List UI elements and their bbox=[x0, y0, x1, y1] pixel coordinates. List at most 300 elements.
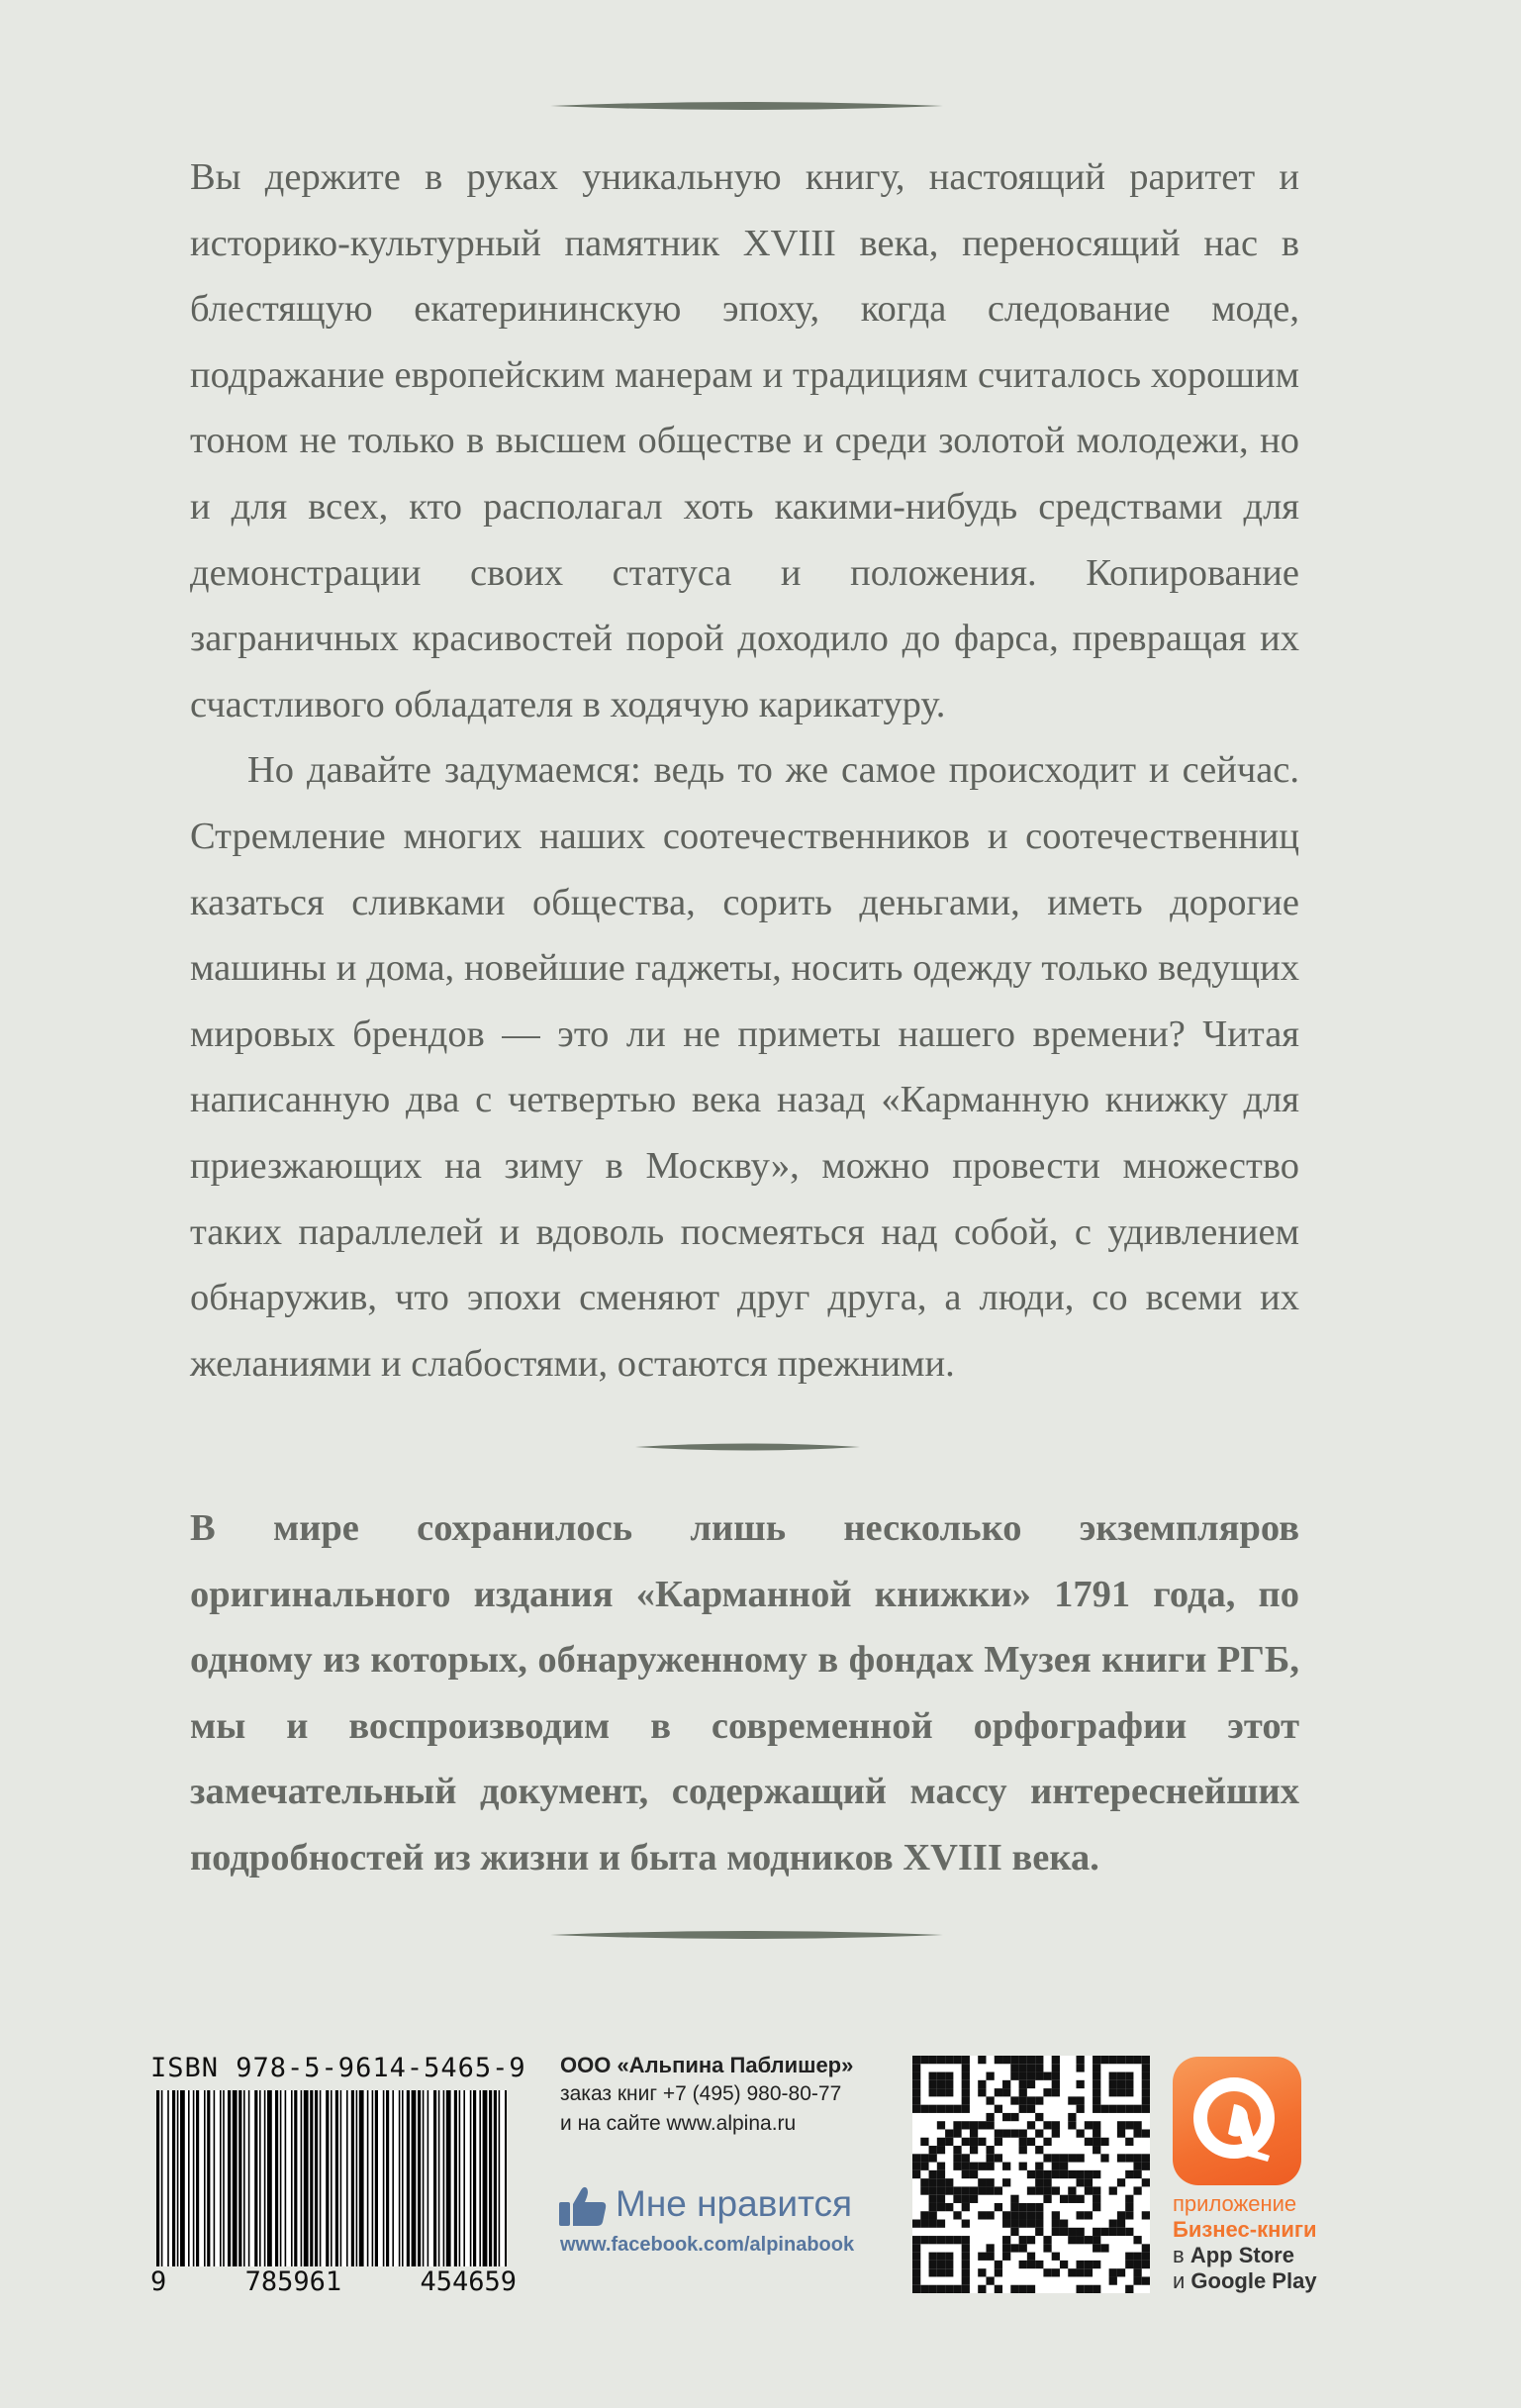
qr-module bbox=[1100, 2105, 1108, 2113]
qr-module bbox=[1027, 2285, 1035, 2293]
qr-module bbox=[1019, 2146, 1027, 2154]
qr-module bbox=[937, 2121, 945, 2129]
qr-module bbox=[1027, 2080, 1035, 2088]
qr-module bbox=[1002, 2178, 1010, 2186]
qr-module bbox=[1142, 2129, 1150, 2137]
barcode-bar bbox=[473, 2090, 476, 2266]
qr-module bbox=[1093, 2064, 1100, 2071]
app-caption-line1: приложение bbox=[1173, 2191, 1297, 2216]
qr-module bbox=[1010, 2129, 1018, 2137]
qr-module bbox=[1027, 2170, 1035, 2178]
description-text bbox=[190, 144, 1299, 1397]
qr-module bbox=[1093, 2186, 1100, 2194]
qr-module bbox=[1085, 2178, 1093, 2186]
qr-module bbox=[1093, 2072, 1100, 2080]
barcode-bar bbox=[264, 2090, 266, 2266]
qr-module bbox=[1043, 2268, 1051, 2276]
qr-module bbox=[1085, 2138, 1093, 2146]
qr-module bbox=[962, 2064, 970, 2071]
barcode-bar bbox=[188, 2090, 190, 2266]
qr-module bbox=[1077, 2236, 1085, 2244]
app-caption-name: Бизнес-книги bbox=[1173, 2217, 1317, 2242]
qr-module bbox=[920, 2220, 928, 2228]
qr-module bbox=[962, 2195, 970, 2203]
qr-module bbox=[1117, 2056, 1125, 2064]
qr-module bbox=[929, 2056, 937, 2064]
barcode-bar bbox=[443, 2090, 445, 2266]
qr-module bbox=[945, 2080, 953, 2088]
qr-module bbox=[1043, 2121, 1051, 2129]
qr-module bbox=[1142, 2088, 1150, 2096]
qr-module bbox=[1043, 2088, 1051, 2096]
qr-module bbox=[912, 2088, 920, 2096]
qr-module bbox=[920, 2138, 928, 2146]
ornament-divider-top bbox=[550, 97, 943, 115]
qr-module bbox=[1117, 2268, 1125, 2276]
qr-module bbox=[953, 2121, 961, 2129]
qr-module bbox=[970, 2121, 978, 2129]
qr-module bbox=[1027, 2261, 1035, 2268]
qr-module bbox=[986, 2121, 994, 2129]
qr-module bbox=[937, 2220, 945, 2228]
google-play-line[interactable] bbox=[1173, 2268, 1317, 2294]
barcode-bar bbox=[423, 2090, 425, 2266]
qr-module bbox=[1027, 2253, 1035, 2261]
qr-module bbox=[1027, 2138, 1035, 2146]
qr-module bbox=[912, 2056, 920, 2064]
qr-module bbox=[1052, 2129, 1060, 2137]
qr-module bbox=[1093, 2146, 1100, 2154]
barcode-bar bbox=[454, 2090, 457, 2266]
barcode-bar bbox=[335, 2090, 338, 2266]
qr-module bbox=[1035, 2064, 1043, 2071]
qr-module bbox=[1077, 2211, 1085, 2219]
qr-module bbox=[1085, 2285, 1093, 2293]
barcode-bar bbox=[367, 2090, 369, 2266]
qr-module bbox=[945, 2236, 953, 2244]
qr-module bbox=[1052, 2088, 1060, 2096]
qr-module bbox=[1142, 2211, 1150, 2219]
qr-module bbox=[962, 2203, 970, 2211]
qr-module bbox=[929, 2105, 937, 2113]
qr-module bbox=[1093, 2056, 1100, 2064]
barcode-bar bbox=[320, 2090, 322, 2266]
qr-module bbox=[1142, 2056, 1150, 2064]
qr-module bbox=[1109, 2080, 1117, 2088]
qr-module bbox=[945, 2261, 953, 2268]
qr-module bbox=[912, 2253, 920, 2261]
barcode-bar bbox=[172, 2090, 175, 2266]
barcode-bar bbox=[238, 2090, 241, 2266]
barcode-bar bbox=[193, 2090, 195, 2266]
qr-module bbox=[1077, 2170, 1085, 2178]
qr-module bbox=[1010, 2203, 1018, 2211]
qr-module bbox=[937, 2105, 945, 2113]
qr-module bbox=[962, 2276, 970, 2284]
qr-module bbox=[1052, 2154, 1060, 2162]
qr-module bbox=[970, 2138, 978, 2146]
barcode-bar bbox=[351, 2090, 354, 2266]
barcode-bar bbox=[156, 2090, 159, 2266]
qr-module bbox=[1035, 2261, 1043, 2268]
barcode-bar bbox=[280, 2090, 282, 2266]
qr-module bbox=[1117, 2121, 1125, 2129]
qr-module bbox=[1125, 2080, 1133, 2088]
qr-module bbox=[995, 2129, 1002, 2137]
qr-module bbox=[937, 2268, 945, 2276]
qr-module bbox=[929, 2080, 937, 2088]
qr-module bbox=[1052, 2080, 1060, 2088]
qr-module bbox=[929, 2268, 937, 2276]
facebook-url[interactable]: www.facebook.com/alpinabook bbox=[560, 2234, 855, 2256]
qr-module bbox=[1142, 2276, 1150, 2284]
qr-module bbox=[1142, 2244, 1150, 2252]
qr-module bbox=[945, 2056, 953, 2064]
qr-module bbox=[937, 2178, 945, 2186]
qr-module bbox=[1077, 2195, 1085, 2203]
qr-module bbox=[1060, 2154, 1068, 2162]
qr-module bbox=[1077, 2154, 1085, 2162]
qr-module bbox=[1019, 2080, 1027, 2088]
qr-module bbox=[1002, 2088, 1010, 2096]
qr-module bbox=[1133, 2121, 1141, 2129]
qr-module bbox=[1035, 2203, 1043, 2211]
qr-module bbox=[1109, 2276, 1117, 2284]
google-play-label[interactable]: Google Play bbox=[1190, 2268, 1317, 2293]
qr-module bbox=[1125, 2121, 1133, 2129]
qr-module bbox=[1019, 2261, 1027, 2268]
qr-module bbox=[1077, 2178, 1085, 2186]
qr-module bbox=[1002, 2163, 1010, 2170]
qr-code[interactable] bbox=[912, 2056, 1150, 2293]
qr-module bbox=[945, 2105, 953, 2113]
barcode-bar bbox=[285, 2090, 287, 2266]
qr-module bbox=[1035, 2072, 1043, 2080]
qr-module bbox=[945, 2285, 953, 2293]
publisher-website[interactable]: и на сайте www.alpina.ru bbox=[560, 2112, 797, 2135]
qr-module bbox=[1125, 2056, 1133, 2064]
qr-module bbox=[1142, 2253, 1150, 2261]
barcode-bar bbox=[259, 2090, 261, 2266]
barcode-bar bbox=[223, 2090, 225, 2266]
qr-module bbox=[995, 2138, 1002, 2146]
qr-module bbox=[1133, 2253, 1141, 2261]
qr-module bbox=[929, 2261, 937, 2268]
ornament-divider-bottom bbox=[550, 1926, 943, 1944]
qr-module bbox=[1060, 2228, 1068, 2236]
qr-module bbox=[986, 2253, 994, 2261]
qr-module bbox=[1117, 2105, 1125, 2113]
qr-module bbox=[970, 2129, 978, 2137]
qr-module bbox=[1027, 2105, 1035, 2113]
qr-module bbox=[986, 2163, 994, 2170]
qr-module bbox=[1060, 2163, 1068, 2170]
qr-module bbox=[1117, 2072, 1125, 2080]
qr-module bbox=[962, 2105, 970, 2113]
barcode-digit-group-3: 454659 bbox=[420, 2266, 517, 2297]
qr-module bbox=[1093, 2203, 1100, 2211]
qr-module bbox=[1035, 2211, 1043, 2219]
qr-module bbox=[1117, 2211, 1125, 2219]
qr-module bbox=[1142, 2105, 1150, 2113]
qr-module bbox=[1093, 2138, 1100, 2146]
qr-module bbox=[1068, 2096, 1076, 2104]
qr-module bbox=[1019, 2211, 1027, 2219]
qr-module bbox=[953, 2186, 961, 2194]
qr-module bbox=[1002, 2236, 1010, 2244]
qr-module bbox=[1052, 2121, 1060, 2129]
qr-module bbox=[1100, 2244, 1108, 2252]
barcode-bar bbox=[470, 2090, 472, 2266]
qr-module bbox=[1093, 2096, 1100, 2104]
qr-module bbox=[1027, 2211, 1035, 2219]
qr-module bbox=[995, 2105, 1002, 2113]
qr-module bbox=[1077, 2268, 1085, 2276]
barcode-bar bbox=[479, 2090, 481, 2266]
qr-module bbox=[1027, 2186, 1035, 2194]
qr-module bbox=[1125, 2088, 1133, 2096]
barcode-bar bbox=[304, 2090, 309, 2266]
qr-module bbox=[1125, 2253, 1133, 2261]
qr-module bbox=[1068, 2195, 1076, 2203]
qr-module bbox=[945, 2178, 953, 2186]
barcode-bar bbox=[315, 2090, 318, 2266]
qr-module bbox=[920, 2163, 928, 2170]
app-store-line[interactable] bbox=[1173, 2243, 1294, 2268]
barcode-bar bbox=[446, 2090, 451, 2266]
thumbs-up-icon[interactable] bbox=[557, 2184, 609, 2228]
qr-module bbox=[912, 2236, 920, 2244]
qr-module bbox=[937, 2253, 945, 2261]
qr-module bbox=[953, 2163, 961, 2170]
qr-module bbox=[929, 2146, 937, 2154]
highlight-text bbox=[190, 1495, 1299, 1891]
qr-module bbox=[1125, 2211, 1133, 2219]
qr-module bbox=[1052, 2253, 1060, 2261]
qr-module bbox=[1043, 2170, 1051, 2178]
qr-module bbox=[1019, 2096, 1027, 2104]
qr-module bbox=[1035, 2129, 1043, 2137]
qr-module bbox=[929, 2236, 937, 2244]
qr-module bbox=[962, 2285, 970, 2293]
qr-module bbox=[978, 2121, 986, 2129]
qr-module bbox=[962, 2186, 970, 2194]
qr-module bbox=[970, 2146, 978, 2154]
qr-module bbox=[1035, 2096, 1043, 2104]
qr-module bbox=[1093, 2080, 1100, 2088]
bookmate-app-icon[interactable] bbox=[1173, 2057, 1301, 2185]
qr-module bbox=[912, 2268, 920, 2276]
qr-module bbox=[1002, 2129, 1010, 2137]
qr-module bbox=[929, 2195, 937, 2203]
qr-module bbox=[1060, 2195, 1068, 2203]
qr-module bbox=[1125, 2228, 1133, 2236]
qr-module bbox=[995, 2056, 1002, 2064]
qr-module bbox=[1027, 2203, 1035, 2211]
qr-module bbox=[1133, 2261, 1141, 2268]
qr-module bbox=[978, 2080, 986, 2088]
qr-module bbox=[1109, 2072, 1117, 2080]
qr-module bbox=[1002, 2211, 1010, 2219]
barcode-bar bbox=[359, 2090, 364, 2266]
qr-module bbox=[978, 2268, 986, 2276]
qr-module bbox=[1060, 2220, 1068, 2228]
barcode-bar bbox=[214, 2090, 216, 2266]
qr-module bbox=[1002, 2220, 1010, 2228]
qr-module bbox=[1002, 2253, 1010, 2261]
qr-module bbox=[1019, 2105, 1027, 2113]
qr-module bbox=[929, 2170, 937, 2178]
qr-module bbox=[929, 2220, 937, 2228]
qr-module bbox=[1035, 2228, 1043, 2236]
barcode-bar bbox=[310, 2090, 313, 2266]
qr-module bbox=[937, 2088, 945, 2096]
qr-module bbox=[1093, 2129, 1100, 2137]
barcode-bar bbox=[356, 2090, 358, 2266]
qr-module bbox=[1052, 2170, 1060, 2178]
barcode-bar bbox=[489, 2090, 492, 2266]
qr-module bbox=[945, 2268, 953, 2276]
qr-module bbox=[1027, 2064, 1035, 2071]
qr-module bbox=[1052, 2072, 1060, 2080]
paragraph-2: Но давайте задумаемся: ведь то же самое происходит и сейчас. Стремление многих наших соотечественников и соотечественниц казаться сливками общества, сорить деньгами, иметь дорогие машины и дома, новейшие гаджеты, носить одежду только ведущих мировых брендов — это ли не приметы нашего времени? Читая написанную два с четвертью века назад «Карманную книжку для приезжающих на зиму в Москву», можно провести множество таких параллелей и вдоволь посмеяться над собой, с удивлением обнаружив, что эпохи сменяют друг друга, а люди, со всеми их желаниями и слабостями, остаются прежними. bbox=[190, 749, 1299, 1385]
qr-module bbox=[1109, 2228, 1117, 2236]
barcode-bar bbox=[254, 2090, 257, 2266]
qr-module bbox=[1125, 2261, 1133, 2268]
qr-module bbox=[929, 2211, 937, 2219]
qr-module bbox=[1052, 2163, 1060, 2170]
qr-module bbox=[937, 2285, 945, 2293]
qr-module bbox=[1125, 2195, 1133, 2203]
qr-module bbox=[1035, 2170, 1043, 2178]
qr-module bbox=[1125, 2203, 1133, 2211]
barcode-bar bbox=[483, 2090, 488, 2266]
qr-module bbox=[1019, 2203, 1027, 2211]
qr-module bbox=[1142, 2163, 1150, 2170]
qr-module bbox=[1109, 2105, 1117, 2113]
qr-module bbox=[1100, 2056, 1108, 2064]
qr-module bbox=[962, 2170, 970, 2178]
qr-module bbox=[1093, 2170, 1100, 2178]
qr-module bbox=[978, 2253, 986, 2261]
qr-module bbox=[953, 2211, 961, 2219]
qr-module bbox=[1085, 2236, 1093, 2244]
qr-module bbox=[1035, 2186, 1043, 2194]
qr-module bbox=[1109, 2088, 1117, 2096]
qr-module bbox=[920, 2186, 928, 2194]
qr-module bbox=[1142, 2072, 1150, 2080]
qr-module bbox=[1142, 2064, 1150, 2071]
qr-module bbox=[1027, 2121, 1035, 2129]
qr-module bbox=[1043, 2195, 1051, 2203]
barcode-bar bbox=[505, 2090, 507, 2266]
qr-module bbox=[1043, 2244, 1051, 2252]
barcode-bar bbox=[228, 2090, 231, 2266]
qr-module bbox=[1019, 2064, 1027, 2071]
barcode-bar bbox=[383, 2090, 385, 2266]
qr-module bbox=[995, 2186, 1002, 2194]
qr-module bbox=[929, 2203, 937, 2211]
qr-module bbox=[929, 2072, 937, 2080]
qr-module bbox=[995, 2203, 1002, 2211]
qr-module bbox=[1093, 2236, 1100, 2244]
barcode-bar bbox=[196, 2090, 199, 2266]
qr-module bbox=[978, 2138, 986, 2146]
qr-module bbox=[1093, 2105, 1100, 2113]
qr-module bbox=[1100, 2138, 1108, 2146]
qr-module bbox=[1052, 2186, 1060, 2194]
qr-module bbox=[962, 2236, 970, 2244]
qr-module bbox=[1133, 2105, 1141, 2113]
qr-module bbox=[912, 2261, 920, 2268]
qr-module bbox=[1043, 2236, 1051, 2244]
qr-module bbox=[945, 2088, 953, 2096]
qr-module bbox=[945, 2253, 953, 2261]
barcode-bar bbox=[463, 2090, 465, 2266]
qr-module bbox=[1117, 2088, 1125, 2096]
qr-module bbox=[929, 2186, 937, 2194]
qr-module bbox=[1117, 2129, 1125, 2137]
qr-module bbox=[937, 2195, 945, 2203]
qr-module bbox=[953, 2105, 961, 2113]
barcode-bar bbox=[433, 2090, 436, 2266]
qr-module bbox=[937, 2203, 945, 2211]
qr-module bbox=[1125, 2285, 1133, 2293]
qr-module bbox=[1100, 2228, 1108, 2236]
qr-module bbox=[1019, 2072, 1027, 2080]
barcode-bar bbox=[392, 2090, 394, 2266]
qr-module bbox=[920, 2154, 928, 2162]
qr-module bbox=[978, 2211, 986, 2219]
qr-module bbox=[953, 2056, 961, 2064]
qr-module bbox=[1068, 2154, 1076, 2162]
qr-module bbox=[1068, 2121, 1076, 2129]
barcode-bar bbox=[243, 2090, 245, 2266]
qr-module bbox=[1010, 2228, 1018, 2236]
qr-module bbox=[1085, 2186, 1093, 2194]
qr-module bbox=[986, 2186, 994, 2194]
qr-module bbox=[1019, 2138, 1027, 2146]
qr-module bbox=[1010, 2195, 1018, 2203]
qr-module bbox=[912, 2170, 920, 2178]
qr-module bbox=[1142, 2154, 1150, 2162]
qr-module bbox=[1117, 2220, 1125, 2228]
barcode-bar bbox=[418, 2090, 421, 2266]
qr-module bbox=[1068, 2186, 1076, 2194]
qr-module bbox=[978, 2056, 986, 2064]
qr-module bbox=[995, 2154, 1002, 2162]
qr-module bbox=[920, 2105, 928, 2113]
qr-module bbox=[1109, 2056, 1117, 2064]
qr-module bbox=[929, 2253, 937, 2261]
qr-module bbox=[1085, 2268, 1093, 2276]
qr-module bbox=[986, 2211, 994, 2219]
qr-module bbox=[1068, 2170, 1076, 2178]
qr-module bbox=[945, 2203, 953, 2211]
qr-module bbox=[1027, 2220, 1035, 2228]
qr-module bbox=[1043, 2154, 1051, 2162]
app-store-label[interactable]: App Store bbox=[1189, 2243, 1294, 2267]
qr-module bbox=[912, 2072, 920, 2080]
qr-module bbox=[945, 2129, 953, 2137]
facebook-like-label[interactable]: Мне нравится bbox=[616, 2183, 853, 2224]
qr-module bbox=[1068, 2113, 1076, 2121]
barcode-digits bbox=[150, 2266, 517, 2297]
barcode-bar bbox=[402, 2090, 404, 2266]
barcode-bar bbox=[275, 2090, 278, 2266]
qr-module bbox=[912, 2105, 920, 2113]
publisher-order-phone: заказ книг +7 (495) 980-80-77 bbox=[560, 2082, 842, 2105]
